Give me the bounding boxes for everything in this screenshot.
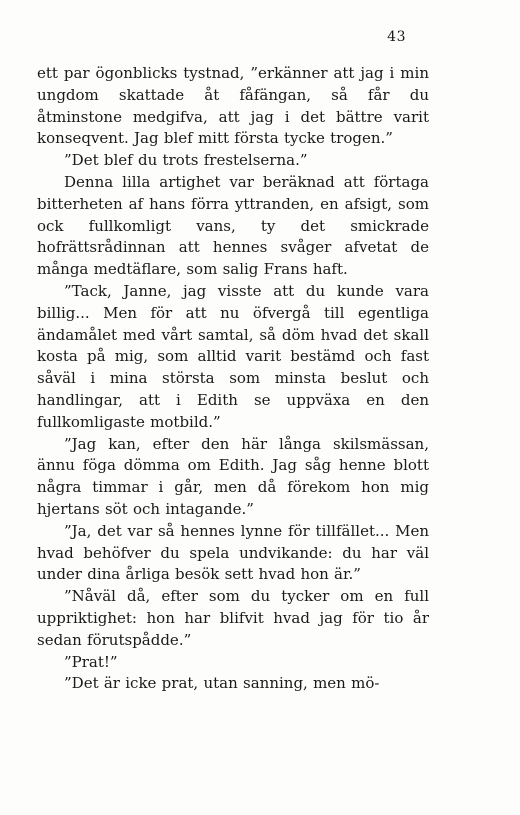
paragraph: ”Ja, det var så hennes lynne för tillfället... Men hvad behöfver du spela undvikande: du har väl under dina årliga besök sett hvad hon är.” (37, 521, 429, 584)
body-text (37, 63, 429, 695)
paragraph: Denna lilla artighet var beräknad att förtaga bitterheten af hans förra yttranden, en afsigt, som ock fullkomligt vans, ty det smickrade hofrättsrådinnan att hennes svåger afvetat de många medtäflare, som salig Frans haft. (37, 172, 429, 279)
paragraph: ”Tack, Janne, jag visste att du kunde vara billig... Men för att nu öfvergå till egentliga ändamålet med vårt samtal, så döm hvad det skall kosta på mig, som alltid varit bestämd och fast såväl i mina största som minsta beslut och handlingar, att i Edith se uppväxa en den fullkomligaste motbild.” (37, 281, 429, 431)
paragraph: ”Jag kan, efter den här långa skilsmässan, ännu föga dömma om Edith. Jag såg henne blott några timmar i går, men då förekom hon mig hjertans söt och intagande.” (37, 434, 429, 518)
paragraph: ”Det är icke prat, utan sanning, men mö- (64, 674, 380, 693)
page-number: 43 (387, 29, 406, 45)
paragraph: ”Det blef du trots frestelserna.” (64, 151, 308, 170)
paragraph: ett par ögonblicks tystnad, ”erkänner att jag i min ungdom skattade åt fåfängan, så får du åtminstone medgifva, att jag i det bättre varit konseqvent. Jag blef mitt första tycke trogen.” (37, 64, 429, 148)
paragraph: ”Prat!” (64, 652, 118, 671)
paragraph: ”Nåväl då, efter som du tycker om en full uppriktighet: hon har blifvit hvad jag för tio år sedan förutspådde.” (37, 587, 429, 649)
